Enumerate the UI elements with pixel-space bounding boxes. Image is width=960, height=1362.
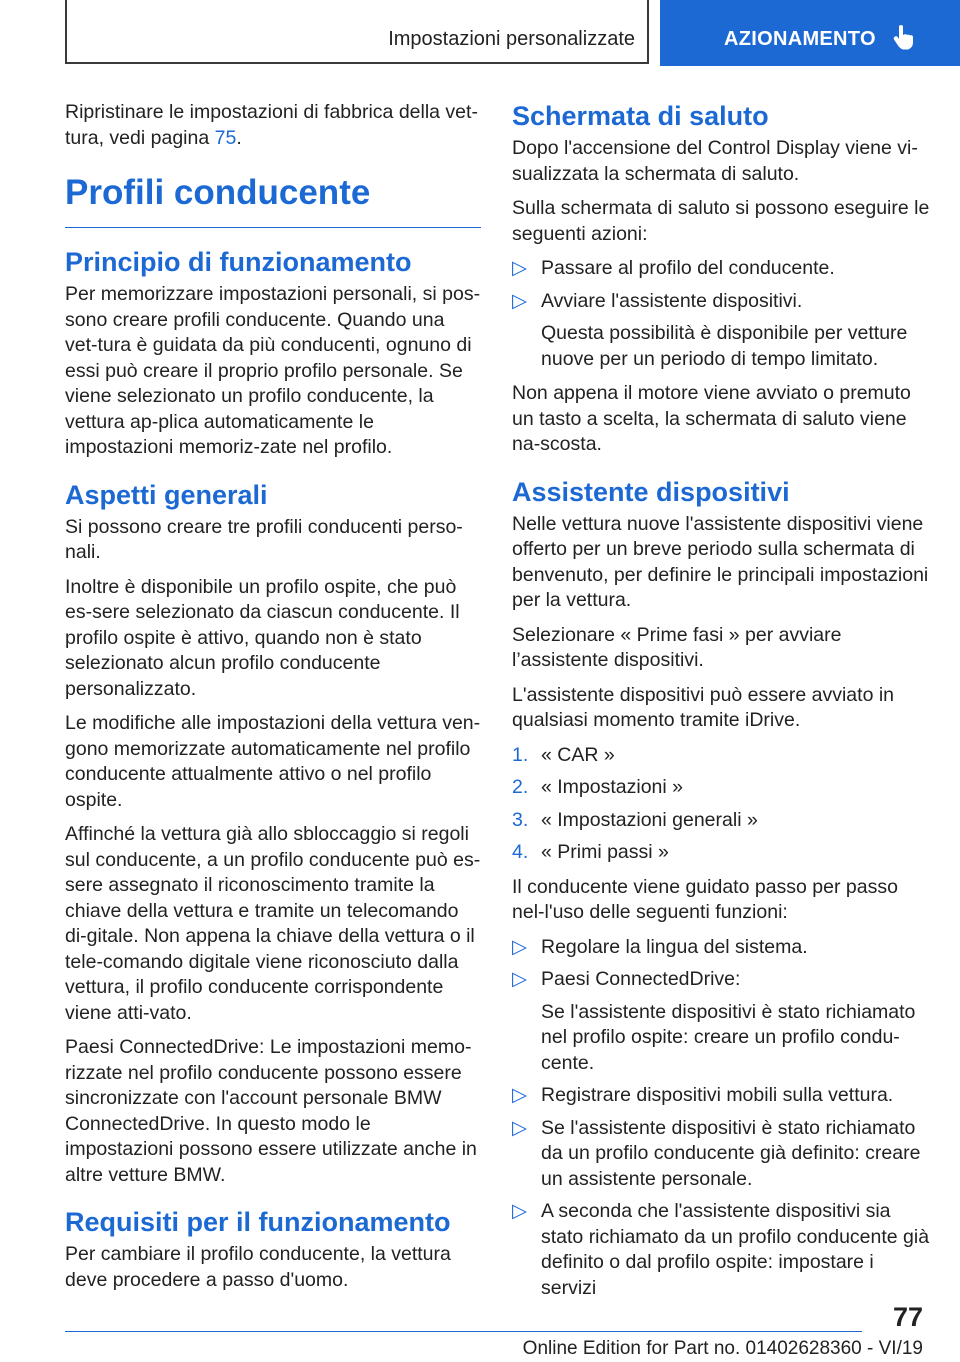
triangle-bullet-icon: ▷ bbox=[512, 1200, 527, 1222]
paragraph: Per memorizzare impostazioni personali, si pos-sono creare profili conducente. Quando una vet-tura è guidata da più conducenti, ognuno di essi può creare il proprio profilo personale. Se viene selezionato un profilo conducente, la vettura ap-plica automaticamente le impostazioni memoriz-zate nel profilo. bbox=[65, 283, 481, 458]
triangle-bullet-icon: ▷ bbox=[512, 289, 527, 312]
hand-pointer-icon bbox=[893, 24, 917, 50]
section-title-assistente: Assistente dispositivi bbox=[512, 476, 790, 507]
paragraph: Selezionare « Prime fasi » per avviare l’assistente dispositivi. bbox=[512, 623, 842, 671]
chapter-title: Profili conducente bbox=[65, 173, 481, 228]
paragraph: Nelle vettura nuove l'assistente dispositivi viene offerto per un breve periodo sulla schermata di benvenuto, per definire le principali impostazioni per la vettura. bbox=[512, 512, 929, 611]
right-column bbox=[512, 100, 930, 1310]
list-item: ▷ Regolare la lingua del sistema. bbox=[512, 935, 930, 961]
header-chapter-tab[interactable] bbox=[660, 0, 960, 66]
triangle-bullet-icon: ▷ bbox=[512, 257, 527, 279]
paragraph: Non appena il motore viene avviato o premuto un tasto a scelta, la schermata di saluto viene na-scosta. bbox=[512, 382, 911, 455]
paragraph: Per cambiare il profilo conducente, la vettura deve procedere a passo d'uomo. bbox=[65, 1243, 451, 1291]
step-item: 2. « Impostazioni » bbox=[512, 775, 930, 801]
step-number: 4. bbox=[512, 841, 529, 863]
intro-paragraph bbox=[65, 100, 481, 151]
paragraph: Paesi ConnectedDrive: Le impostazioni memo-rizzate nel profilo conducente possono essere sincronizzate con l'account personale BMW ConnectedDrive. In questo modo le impostazioni possono essere utilizzate anche in altre vetture BMW. bbox=[65, 1036, 477, 1186]
paragraph: Si possono creare tre profili conducenti perso-nali. bbox=[65, 515, 463, 563]
header-section-title: Impostazioni personalizzate bbox=[388, 28, 635, 50]
bullet-list-functions bbox=[512, 935, 930, 1302]
bullet-list-actions bbox=[512, 256, 930, 372]
triangle-bullet-icon: ▷ bbox=[512, 968, 527, 990]
triangle-bullet-icon: ▷ bbox=[512, 1116, 527, 1139]
list-item-note: Se l'assistente dispositivi è stato richiamato nel profilo ospite: creare un profilo condu-cente. bbox=[541, 1000, 916, 1074]
step-number: 2. bbox=[512, 776, 529, 798]
step-item: 4. « Primi passi » bbox=[512, 840, 930, 866]
triangle-bullet-icon: ▷ bbox=[512, 1084, 527, 1106]
triangle-bullet-icon: ▷ bbox=[512, 935, 527, 958]
list-item: ▷ Se l'assistente dispositivi è stato richiamato da un profilo conducente già definito: creare un assistente personale. bbox=[512, 1116, 921, 1190]
paragraph: Sulla schermata di saluto si possono eseguire le seguenti azioni: bbox=[512, 197, 930, 245]
section-title-schermata: Schermata di saluto bbox=[512, 101, 769, 131]
paragraph: Il conducente viene guidato passo per passo nel-l'uso delle seguenti funzioni: bbox=[512, 875, 898, 923]
intro-end: . bbox=[236, 126, 242, 149]
section-title-aspetti: Aspetti generali bbox=[65, 479, 268, 510]
paragraph: Le modifiche alle impostazioni della vettura ven-gono memorizzate automaticamente nel profilo conducente attualmente attivo o nel profilo ospite. bbox=[65, 712, 481, 811]
list-item: ▷ A seconda che l'assistente dispositivi sia stato richiamato da un profilo conducente già definito o dal profilo ospite: impostare i servizi bbox=[512, 1200, 930, 1299]
header-section-box bbox=[65, 0, 649, 64]
paragraph: L'assistente dispositivi può essere avviato in qualsiasi momento tramite iDrive. bbox=[512, 683, 895, 731]
list-item: ▷ Avviare l'assistente dispositivi. Questa possibilità è disponibile per vetture nuove per un periodo di tempo limitato. bbox=[512, 289, 930, 373]
step-number: 1. bbox=[512, 743, 529, 766]
list-item: ▷ Paesi ConnectedDrive: Se l'assistente dispositivi è stato richiamato nel profilo ospite: creare un profilo condu-cente. bbox=[512, 967, 930, 1076]
step-number: 3. bbox=[512, 808, 529, 831]
list-item: ▷ Registrare dispositivi mobili sulla vettura. bbox=[512, 1083, 930, 1109]
section-title-principio: Principio di funzionamento bbox=[65, 247, 412, 277]
footer-divider bbox=[65, 1331, 862, 1332]
paragraph: Dopo l'accensione del Control Display viene vi-sualizzata la schermata di saluto. bbox=[512, 137, 918, 185]
step-item: 1. « CAR » bbox=[512, 743, 930, 769]
header-chapter-label: AZIONAMENTO bbox=[724, 28, 876, 50]
step-item: 3. « Impostazioni generali » bbox=[512, 808, 930, 834]
page-number: 77 bbox=[892, 1302, 923, 1332]
footer-edition: Online Edition for Part no. 01402628360 - VI/19 bbox=[522, 1338, 923, 1359]
steps-list bbox=[512, 743, 930, 866]
paragraph: Inoltre è disponibile un profilo ospite, che può es-sere selezionato da ciascun conducente. Il profilo ospite è attivo, quando non è stato selezionato alcun profilo conducente personalizzato. bbox=[65, 575, 460, 700]
paragraph: Affinché la vettura già allo sbloccaggio si regoli sul conducente, a un profilo conducente può es-sere assegnato il riconoscimento tramite la chiave della vettura e tramite un telecomando di-gitale. Non appena la chiave della vettura o il tele-comando digitale viene riconosciuto dalla vettura, il profilo conducente corrispondente viene atti-vato. bbox=[65, 823, 481, 1024]
left-column bbox=[65, 100, 481, 1302]
intro-text: Ripristinare le impostazioni di fabbrica della vet-tura, vedi pagina bbox=[65, 101, 478, 149]
list-item-note: Questa possibilità è disponibile per vetture nuove per un periodo di tempo limitato. bbox=[541, 322, 908, 370]
list-item: ▷ Passare al profilo del conducente. bbox=[512, 256, 930, 282]
page-reference-link[interactable]: 75 bbox=[214, 126, 237, 149]
section-title-requisiti: Requisiti per il funzionamento bbox=[65, 1207, 451, 1237]
